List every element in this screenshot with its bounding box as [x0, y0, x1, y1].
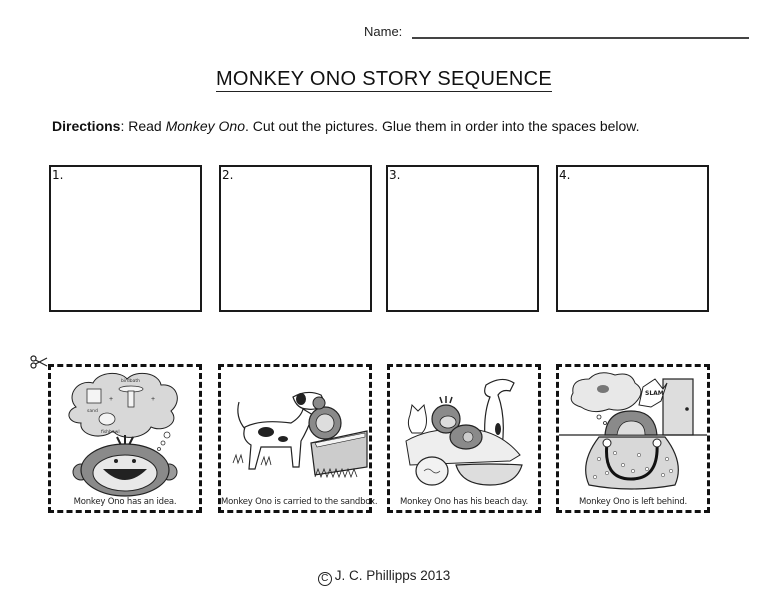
svg-text:SLAM: SLAM: [645, 390, 664, 397]
svg-text:birdbath: birdbath: [121, 379, 140, 384]
book-title: Monkey Ono: [165, 118, 245, 134]
name-label: Name:: [364, 24, 403, 39]
dog-carrying-monkey-illustration: [221, 367, 378, 510]
cutout-card-beach-day[interactable]: [387, 364, 541, 513]
monkey-idea-illustration: [51, 367, 199, 510]
svg-text:fishbowl: fishbowl: [101, 430, 120, 435]
copyright-text: J. C. Phillipps 2013: [334, 568, 451, 583]
answer-slot-2[interactable]: [219, 165, 372, 312]
bag-slam-illustration: [559, 367, 707, 510]
name-line[interactable]: [412, 37, 749, 39]
directions-label: Directions: [52, 118, 121, 134]
card-caption: Monkey Ono has his beach day.: [399, 497, 528, 507]
svg-text:+: +: [151, 396, 156, 403]
slot-number: 1.: [52, 168, 64, 182]
card-caption: Monkey Ono is left behind.: [578, 497, 688, 507]
answer-slot-1[interactable]: [49, 165, 202, 312]
slot-number: 2.: [222, 168, 234, 182]
scissors-icon: [30, 355, 48, 369]
directions: Directions: Read Monkey Ono. Cut out the pictures. Glue them in order into the spaces below.: [52, 118, 640, 134]
name-field[interactable]: [364, 24, 402, 39]
cutout-card-left-behind[interactable]: [556, 364, 710, 513]
copyright-icon: C: [318, 572, 332, 586]
answer-slot-4[interactable]: [556, 165, 709, 312]
card-caption: Monkey Ono has an idea.: [73, 497, 177, 507]
cutout-card-idea[interactable]: [48, 364, 202, 513]
card-caption: Monkey Ono is carried to the sandbox.: [221, 497, 378, 507]
copyright-footer: [0, 568, 768, 586]
slot-number: 4.: [559, 168, 571, 182]
beach-day-illustration: [390, 367, 538, 510]
cutout-card-sandbox[interactable]: [218, 364, 378, 513]
answer-slot-3[interactable]: [386, 165, 539, 312]
svg-text:+: +: [109, 396, 114, 403]
svg-text:sand: sand: [87, 409, 98, 414]
slot-number: 3.: [389, 168, 401, 182]
page-title: MONKEY ONO STORY SEQUENCE: [215, 68, 553, 90]
